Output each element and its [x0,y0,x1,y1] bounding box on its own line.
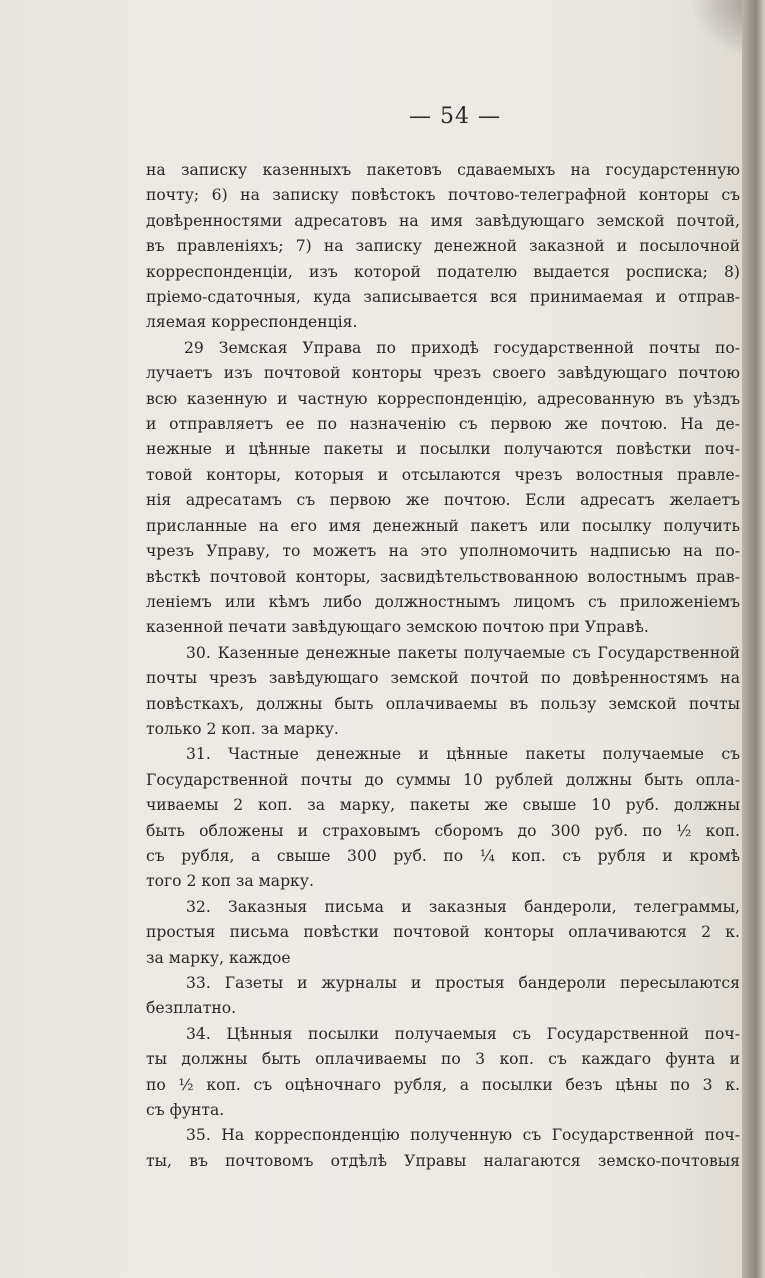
text-line: по ½ коп. съ оцѣночнаго рубля, а посылки безъ цѣны по 3 к. [146,1075,740,1094]
text-line: товой конторы, которыя и отсылаются чрезъ волостныя правле- [146,465,740,484]
text-line: 30. Казенные денежные пакеты получаемые съ Государственной [186,643,740,662]
body-text [146,158,740,1174]
text-line: за марку, каждое [146,948,291,967]
book-edge [742,0,765,1278]
text-line: вѣсткѣ почтовой конторы, засвидѣтельствованною волостнымъ прав- [146,567,740,586]
text-line: 31. Частные денежные и цѣнные пакеты получаемые съ [186,745,740,764]
text-line: ты должны быть оплачиваемы по 3 коп. съ каждаго фунта и [146,1050,740,1069]
text-line: 33. Газеты и журналы и простыя бандероли пересылаются [186,974,740,992]
text-line: Государственной почты до суммы 10 рублей должны быть опла- [146,770,740,789]
text-line: корреспонденціи, изъ которой подателю выдается росписка; 8) [146,262,740,281]
text-line: 29 Земская Управа по приходѣ государственной почты по- [184,338,740,357]
text-line: почты чрезъ завѣдующаго земской почтой по довѣренностямъ на [146,669,740,688]
text-line: ляемая корреспонденція. [146,313,358,332]
text-line: казенной печати завѣдующаго земскою почтою при Управѣ. [146,618,649,637]
text-line: простыя письма повѣстки почтовой конторы оплачиваются 2 к. [146,923,740,942]
text-line: съ рубля, а свыше 300 руб. по ¼ коп. съ рубля и кромѣ [146,846,740,865]
text-line: чрезъ Управу, то можетъ на это уполномочить надписью на по- [146,542,740,561]
page-corner-shadow [690,0,742,60]
text-line: присланные на его имя денежный пакетъ или посылку получить [146,516,740,535]
text-line: и отправляетъ ее по назначенію съ первою же почтою. На де- [146,415,740,434]
text-line: 34. Цѣнныя посылки получаемыя съ Государственной поч- [186,1024,740,1043]
text-line: на записку казенныхъ пакетовъ сдаваемыхъ на государстенную [146,161,740,179]
text-line: 35. На корреспонденцію полученную съ Государственной поч- [186,1126,740,1145]
text-line: повѣсткахъ, должны быть оплачиваемы въ пользу земской почты [146,694,740,713]
text-line: безплатно. [146,999,237,1018]
text-line: съ фунта. [146,1101,225,1120]
text-line: быть обложены и страховымъ сборомъ до 300 руб. по ½ коп. [146,821,740,840]
text-line: всю казенную и частную корреспонденцію, адресованную въ уѣздъ [146,389,740,408]
text-line: почту; 6) на записку повѣстокъ почтово-телеграфной конторы съ [146,186,740,205]
text-line: нія адресатамъ съ первою же почтою. Если адресатъ желаетъ [146,491,740,510]
text-line: пріемо-сдаточныя, куда записывается вся принимаемая и отправ- [146,288,740,307]
text-line: чиваемы 2 коп. за марку, пакеты же свыше 10 руб. должны [146,796,740,815]
text-line: въ правленіяхъ; 7) на записку денежной заказной и посылочной [146,237,740,256]
text-line: нежные и цѣнные пакеты и посылки получаются повѣстки поч- [146,440,740,459]
text-line: только 2 коп. за марку. [146,719,339,738]
text-line: леніемъ или кѣмъ либо должностнымъ лицомъ съ приложеніемъ [146,592,740,611]
text-line: довѣренностями адресатовъ на имя завѣдующаго земской почтой, [146,211,740,230]
text-line: того 2 коп за марку. [146,872,314,891]
text-line: 32. Заказныя письма и заказныя бандероли, телеграммы, [186,897,740,916]
text-line: лучаетъ изъ почтовой конторы чрезъ своего завѣдующаго почтою [146,364,740,383]
text-line: ты, въ почтовомъ отдѣлѣ Управы налагаются земско-почтовыя [146,1151,740,1170]
page-number: — 54 — [409,104,501,129]
